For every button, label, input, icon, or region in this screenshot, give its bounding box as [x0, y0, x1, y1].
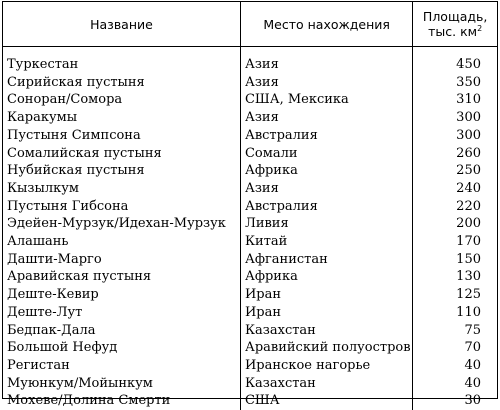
cell-area: 125	[413, 286, 497, 304]
cell-location: Азия	[240, 47, 412, 74]
table-header	[3, 2, 497, 47]
cell-area: 350	[413, 74, 497, 92]
cell-name: Деште-Лут	[3, 304, 240, 322]
table-row	[3, 268, 497, 286]
cell-area: 300	[413, 109, 497, 127]
cell-name: Сонoран/Сомора	[3, 91, 240, 109]
cell-location: Австралия	[240, 198, 412, 216]
cell-area: 150	[413, 251, 497, 269]
header-area-line1: Площадь,	[413, 9, 497, 24]
cell-area: 240	[413, 180, 497, 198]
cell-name: Мохеве/Долина Смерти	[3, 392, 240, 410]
table-row	[3, 109, 497, 127]
header-row	[3, 2, 497, 47]
cell-name: Большой Нефуд	[3, 339, 240, 357]
cell-location: Афганистан	[240, 251, 412, 269]
cell-area: 300	[413, 127, 497, 145]
table-row	[3, 215, 497, 233]
cell-location: Африка	[240, 162, 412, 180]
cell-location: Азия	[240, 180, 412, 198]
cell-location: Аравийский полуостров	[240, 339, 412, 357]
table-row	[3, 357, 497, 375]
cell-location: Казахстан	[240, 375, 412, 393]
cell-location: США	[240, 392, 412, 410]
table-row	[3, 91, 497, 109]
cell-area: 70	[413, 339, 497, 357]
cell-area: 170	[413, 233, 497, 251]
cell-name: Дашти-Марго	[3, 251, 240, 269]
cell-name: Каракумы	[3, 109, 240, 127]
cell-name: Сирийская пустыня	[3, 74, 240, 92]
table-row	[3, 251, 497, 269]
cell-area: 220	[413, 198, 497, 216]
table-row	[3, 127, 497, 145]
cell-name: Пустыня Симпсона	[3, 127, 240, 145]
table-row	[3, 375, 497, 393]
cell-area: 310	[413, 91, 497, 109]
cell-area: 75	[413, 322, 497, 340]
cell-name: Бедпак-Дала	[3, 322, 240, 340]
table-row	[3, 198, 497, 216]
cell-area: 40	[413, 375, 497, 393]
cell-area: 260	[413, 145, 497, 163]
table-row	[3, 74, 497, 92]
cell-location: Иран	[240, 304, 412, 322]
header-area-line2	[413, 24, 497, 39]
cell-area: 30	[413, 392, 497, 410]
table-row	[3, 145, 497, 163]
cell-location: Африка	[240, 268, 412, 286]
cell-area: 130	[413, 268, 497, 286]
cell-location: Казахстан	[240, 322, 412, 340]
deserts-table-grid	[3, 2, 497, 410]
cell-location: Азия	[240, 109, 412, 127]
header-name: Название	[3, 2, 240, 47]
header-area-unit-sup: 2	[477, 24, 482, 33]
cell-area: 200	[413, 215, 497, 233]
cell-name: Кызылкум	[3, 180, 240, 198]
cell-name: Туркестан	[3, 47, 240, 74]
cell-area: 110	[413, 304, 497, 322]
cell-name: Пустыня Гибсона	[3, 198, 240, 216]
cell-name: Аравийская пустыня	[3, 268, 240, 286]
header-area	[413, 2, 497, 47]
table-body	[3, 47, 497, 410]
cell-location: США, Мексика	[240, 91, 412, 109]
header-location: Место нахождения	[240, 2, 412, 47]
table-row	[3, 304, 497, 322]
table-row	[3, 286, 497, 304]
table-row	[3, 47, 497, 74]
cell-location: Китай	[240, 233, 412, 251]
cell-area: 450	[413, 47, 497, 74]
table-row	[3, 233, 497, 251]
table-row	[3, 339, 497, 357]
deserts-table	[2, 1, 498, 399]
header-area-unit: тыс. км	[428, 24, 477, 39]
cell-location: Иранское нагорье	[240, 357, 412, 375]
table-row	[3, 322, 497, 340]
cell-name: Регистан	[3, 357, 240, 375]
cell-name: Сомалийская пустыня	[3, 145, 240, 163]
cell-location: Иран	[240, 286, 412, 304]
cell-location: Азия	[240, 74, 412, 92]
table-row	[3, 162, 497, 180]
cell-name: Нубийская пустыня	[3, 162, 240, 180]
table-row	[3, 392, 497, 410]
cell-area: 250	[413, 162, 497, 180]
cell-name: Муюнкум/Мойынкум	[3, 375, 240, 393]
cell-name: Эдейен-Мурзук/Идехан-Мурзук	[3, 215, 240, 233]
cell-location: Сомали	[240, 145, 412, 163]
cell-name: Алашань	[3, 233, 240, 251]
cell-name: Деште-Кевир	[3, 286, 240, 304]
cell-area: 40	[413, 357, 497, 375]
cell-location: Ливия	[240, 215, 412, 233]
cell-location: Австралия	[240, 127, 412, 145]
table-row	[3, 180, 497, 198]
